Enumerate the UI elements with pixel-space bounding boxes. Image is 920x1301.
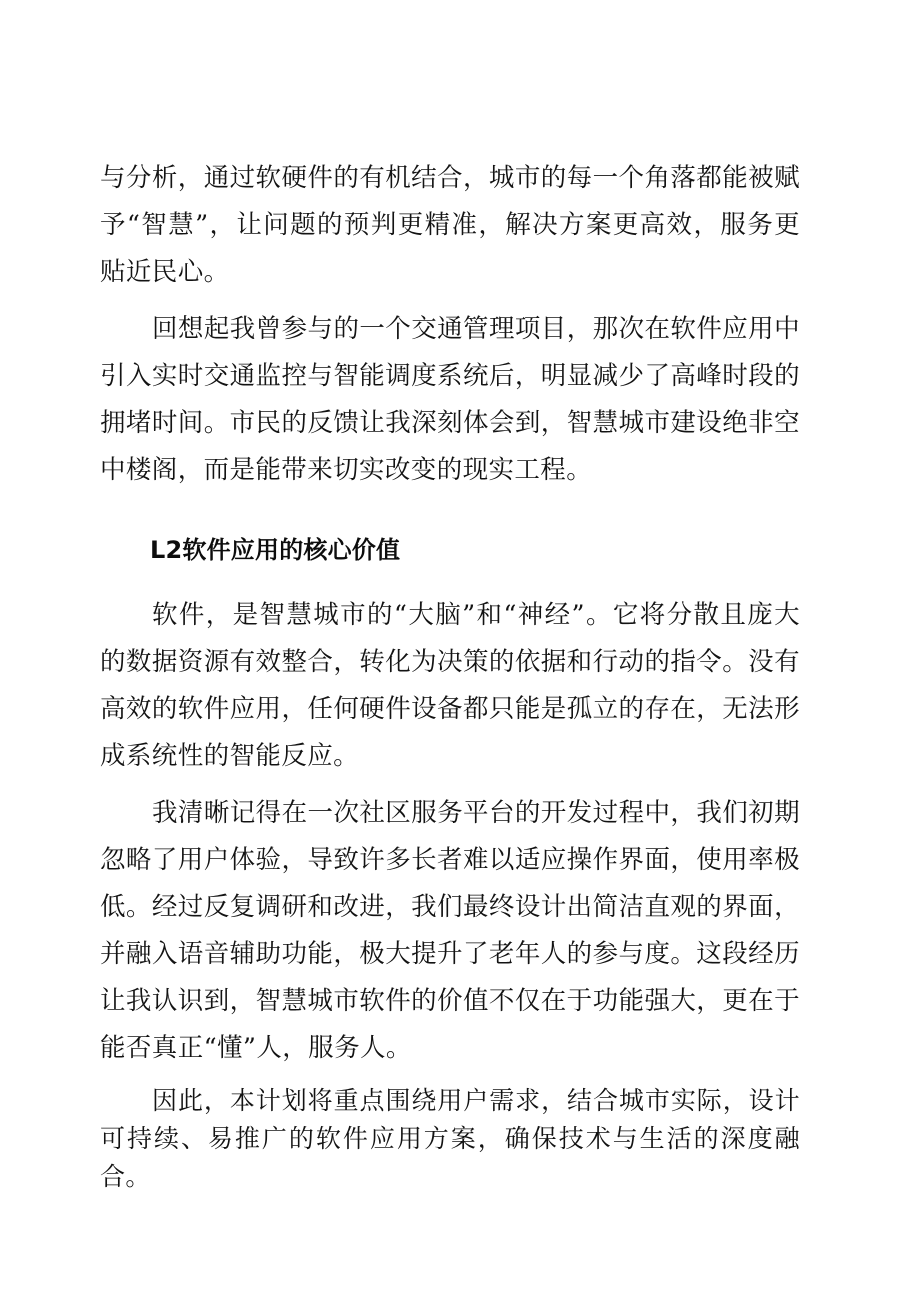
paragraph-spacer [100, 780, 800, 790]
heading-spacer-below [100, 570, 800, 592]
page-content-area [100, 155, 800, 1196]
paragraph-conclusion: 因此，本计划将重点围绕用户需求，结合城市实际，设计可持续、易推广的软件应用方案，确保技术与生活的深度融合。 [100, 1086, 800, 1191]
paragraph-spacer [100, 296, 800, 306]
paragraph-software-brain: 软件，是智慧城市的“大脑”和“神经”。它将分散且庞大的数据资源有效整合，转化为决策的依据和行动的指令。没有高效的软件应用，任何硬件设备都只能是孤立的存在，无法形成系统性的智能反应。 [100, 600, 800, 771]
paragraph-traffic-project: 回想起我曾参与的一个交通管理项目，那次在软件应用中引入实时交通监控与智能调度系统后，明显减少了高峰时段的拥堵时间。市民的反馈让我深刻体会到，智慧城市建设绝非空中楼阁，而是能带来切实改变的现实工程。 [100, 314, 800, 485]
heading-spacer-above [100, 494, 800, 530]
section-heading-core-value: L2软件应用的核心价值 [150, 536, 401, 564]
paragraph-community-platform: 我清晰记得在一次社区服务平台的开发过程中，我们初期忽略了用户体验，导致许多长者难以适应操作界面，使用率极低。经过反复调研和改进，我们最终设计出简洁直观的界面，并融入语音辅助功能，极大提升了老年人的参与度。这段经历让我认识到，智慧城市软件的价值不仅在于功能强大，更在于能否真正“懂”人，服务人。 [100, 798, 800, 1063]
paragraph-spacer [100, 1072, 800, 1082]
paragraph-continued: 与分析，通过软硬件的有机结合，城市的每一个角落都能被赋予“智慧”，让问题的预判更精准，解决方案更高效，服务更贴近民心。 [100, 163, 800, 287]
